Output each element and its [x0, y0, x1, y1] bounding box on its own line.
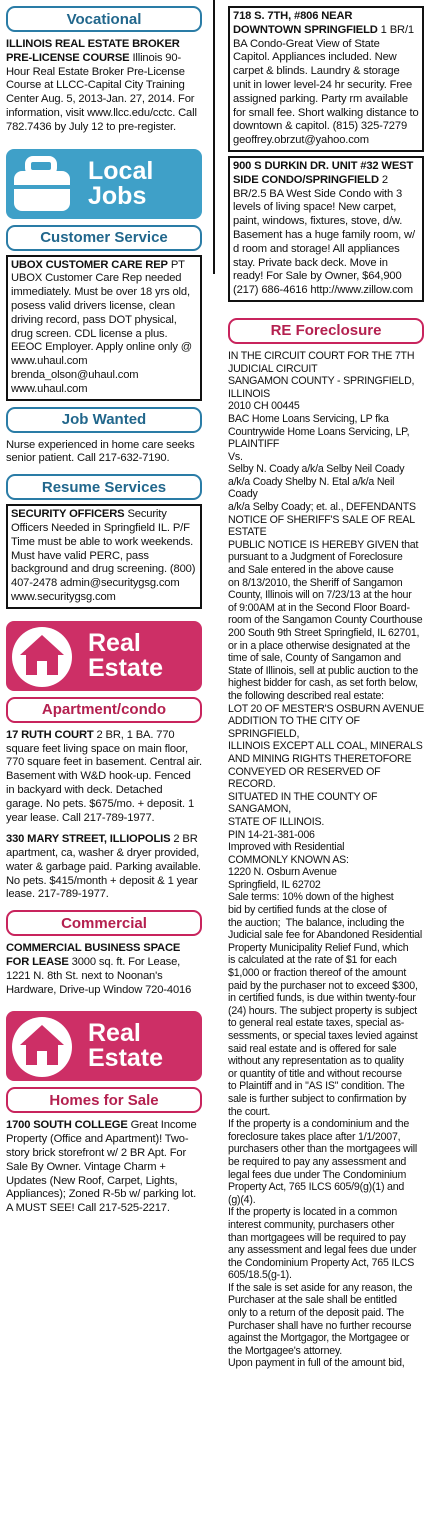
- banner-line-1: Local: [88, 156, 154, 185]
- briefcase-icon: [6, 149, 78, 219]
- house-icon: [6, 621, 78, 691]
- customer-service-heading: Customer Service: [6, 225, 202, 251]
- ad-title: UBOX CUSTOMER CARE REP: [11, 258, 168, 271]
- apartment-ad: [6, 831, 202, 904]
- banner-line-2: Jobs: [88, 181, 147, 210]
- apartment-ad: [6, 727, 202, 828]
- ad-body: 2 BR, 1 BA. 770 square feet living space on main floor, 770 square feet in basement. Central air. Basement with W&D hook-up. Fenced in backyard with deck. Detached garage. No pets. $675/mo. + deposit. 1 year lease. Call 217-789-1977.: [6, 728, 202, 824]
- commercial-heading: Commercial: [6, 910, 202, 936]
- re-foreclosure-heading: RE Foreclosure: [228, 318, 424, 344]
- commercial-ad: [6, 940, 202, 999]
- ad-title: ILLINOIS REAL ESTATE BROKER PRE-LICENSE COURSE: [6, 38, 180, 64]
- condo-ad: [228, 6, 424, 152]
- ad-title: COMMERCIAL BUSINESS SPACE FOR LEASE: [6, 942, 181, 969]
- ad-title: 17 RUTH COURT: [6, 728, 94, 741]
- customer-service-ad: [6, 255, 202, 401]
- job-wanted-heading: Job Wanted: [6, 407, 202, 433]
- homes-for-sale-ad: [6, 1117, 202, 1218]
- homes-for-sale-heading: Homes for Sale: [6, 1087, 202, 1113]
- banner-line-1: Real: [88, 628, 141, 657]
- ad-body: Illinois 90-Hour Real Estate Broker Pre-License Course at LLCC-Capital City Training Center Aug. 5, 2013-Jan. 27, 2014. For information, visit www.llcc.edu/cctc. Call 782.7436 by July 12 to pre-register.: [6, 51, 197, 133]
- ad-title: 1700 SOUTH COLLEGE: [6, 1119, 128, 1132]
- ad-title: 900 S DURKIN DR. UNIT #32 WEST SIDE CONDO/SPRINGFIELD: [233, 159, 414, 186]
- banner-line-2: Estate: [88, 653, 164, 682]
- ad-title: 330 MARY STREET, ILLIOPOLIS: [6, 833, 171, 846]
- resume-services-ad: [6, 504, 202, 609]
- right-column: [228, 0, 424, 1370]
- ad-body: 1 BR/1 BA Condo-Great View of State Capitol. Appliances included. New carpet & blinds. Laundry & storage unit in lower level-24 hr security. Free assigned parking. Party rm available for small fee. Short walking distance to downtown & capitol. (815) 325-7279 geoffrey.obrzut@yahoo.com: [233, 23, 419, 147]
- vocational-heading: Vocational: [6, 6, 202, 32]
- apartment-condo-heading: Apartment/condo: [6, 697, 202, 723]
- local-jobs-banner: [6, 149, 202, 219]
- house-icon: [6, 1011, 78, 1081]
- real-estate-banner: [6, 1011, 202, 1081]
- job-wanted-ad: Nurse experienced in home care seeks senior patient. Call 217-632-7190.: [6, 438, 195, 465]
- banner-line-1: Real: [88, 1019, 141, 1048]
- ad-body: PT UBOX Customer Care Rep needed immediately. Must be over 18 yrs old, posess valid drivers license, clean driving record, pass DOT physical, drug screen. CDL license a plus. EEOC Employer. Apply online only @ www.uhaul.com brenda_olson@uhaul.com www.uhaul.com: [11, 258, 192, 395]
- banner-line-2: Estate: [88, 1044, 164, 1073]
- ad-title: 718 S. 7TH, #806 NEAR DOWNTOWN SPRINGFIELD: [233, 10, 378, 36]
- ad-body: Great Income Property (Office and Apartment)! Two-story brick storefront w/ 2 BR Apt. For Sale By Owner. Vintage Charm + Updates (New Roof, Carpet, Lights, Appliances); Zoned R-5b w/ parking lot. A MUST SEE! Call 217-525-2217.: [6, 1119, 197, 1215]
- ad-body: Security Officers Needed in Springfield IL. P/F Time must be able to work weekends. Must have valid PERC, pass background and drug screening. (800) 407-2478 admin@securitygsg.com www.securitygsg.com: [11, 508, 196, 603]
- ad-body: 3000 sq. ft. For Lease, 1221 N. 8th St. next to Noonan's Hardware, Drive-up Window 720-4016: [6, 956, 192, 996]
- column-divider: [213, 0, 215, 274]
- left-column: [6, 0, 202, 1222]
- vocational-ad: [6, 36, 202, 137]
- ad-body: 2 BR/2.5 BA West Side Condo with 3 levels of living space! New carpet, paint, windows, fixtures, stove, d/w. Basement has a huge family room, w/ d room and storage! All appliances stay. Private back deck. Move in ready! For Sale by Owner, $64,900 (217) 686-4616 http://www.zillow.com: [233, 173, 415, 297]
- foreclosure-notice: IN THE CIRCUIT COURT FOR THE 7TH JUDICIAL CIRCUIT SANGAMON COUNTY - SPRINGFIELD, ILLINOIS 2010 CH 00445 BAC Home Loans Servicing, LP fka Countrywide Home Loans Servicing, LP, PLAINTIFF Vs. Selby N. Coady a/k/a Selby Neil Coady a/k/a Coady Shelby N. Etal a/k/a Neil Coady a/k/a Selby Coady; et. al., DEFENDANTS NOTICE OF SHERIFF'S SALE OF REAL ESTATE PUBLIC NOTICE IS HEREBY GIVEN that pursuant to a Judgment of Foreclosure and Sale entered in the above cause on 8/13/2010, the Sheriff of Sangamon County, Illinois will on 7/23/13 at the hour of 9:00AM at in the Second Floor Board- room of the Sangamon County Courthouse 200 South 9th Street Springfield, IL 62701, or in a place otherwise designated at the time of sale, County of Sangamon and State of Illinois, sell at public auction to the highest bidder for cash, as set forth below, the following described real estate: LOT 20 OF MESTER'S OSBURN AVENUE ADDITION TO THE CITY OF SPRINGFIELD, ILLINOIS EXCEPT ALL COAL, MINERALS AND MINING RIGHTS THERETOFORE CONVEYED OR RESERVED OF RECORD. SITUATED IN THE COUNTY OF SANGAMON, STATE OF ILLINOIS. PIN 14-21-381-006 Improved with Residential COMMONLY KNOWN AS: 1220 N. Osburn Avenue Springfield, IL 62702 Sale terms: 10% down of the highest bid by certified funds at the close of the auction; The balance, including the Judicial sale fee for Abandoned Residential Property Municipality Relief Fund, which is calculated at the rate of $1 for each $1,000 or fraction thereof of the amount paid by the purchaser not to exceed $300, in certified funds, is due within twenty-four (24) hours. The subject property is subject to general real estate taxes, special as- sessments, or special taxes levied against said real estate and is offered for sale without any representation as to quality or quantity of title and without recourse to Plaintiff and in "AS IS" condition. The sale is further subject to confirmation by the court. If the property is a condominium and the foreclosure takes place after 1/1/2007, purchasers other than the mortgagees will be required to pay any assessment and legal fees due under The Condominium Property Act, 765 ILCS 605/9(g)(1) and (g)(4). If the property is located in a common interest community, purchasers other than mortgagees will be required to pay any assessment and legal fees due under the Condominium Property Act, 765 ILCS 605/18.5(g-1). If the sale is set aside for any reason, the Purchaser at the sale shall be entitled only to a return of the deposit paid. The Purchaser shall have no further recourse against the Mortgagor, the Mortgagee or the Mortgagee's attorney. Upon payment in full of the amount bid,: [228, 349, 424, 1370]
- ad-title: SECURITY OFFICERS: [11, 508, 125, 521]
- ad-body: 2 BR apartment, ca, washer & dryer provided, water & garbage paid. Parking available. No pets. $415/month + deposit & 1 year lease. 217-789-1977.: [6, 833, 201, 901]
- condo-ad: [228, 156, 424, 302]
- resume-services-heading: Resume Services: [6, 474, 202, 500]
- real-estate-banner: [6, 621, 202, 691]
